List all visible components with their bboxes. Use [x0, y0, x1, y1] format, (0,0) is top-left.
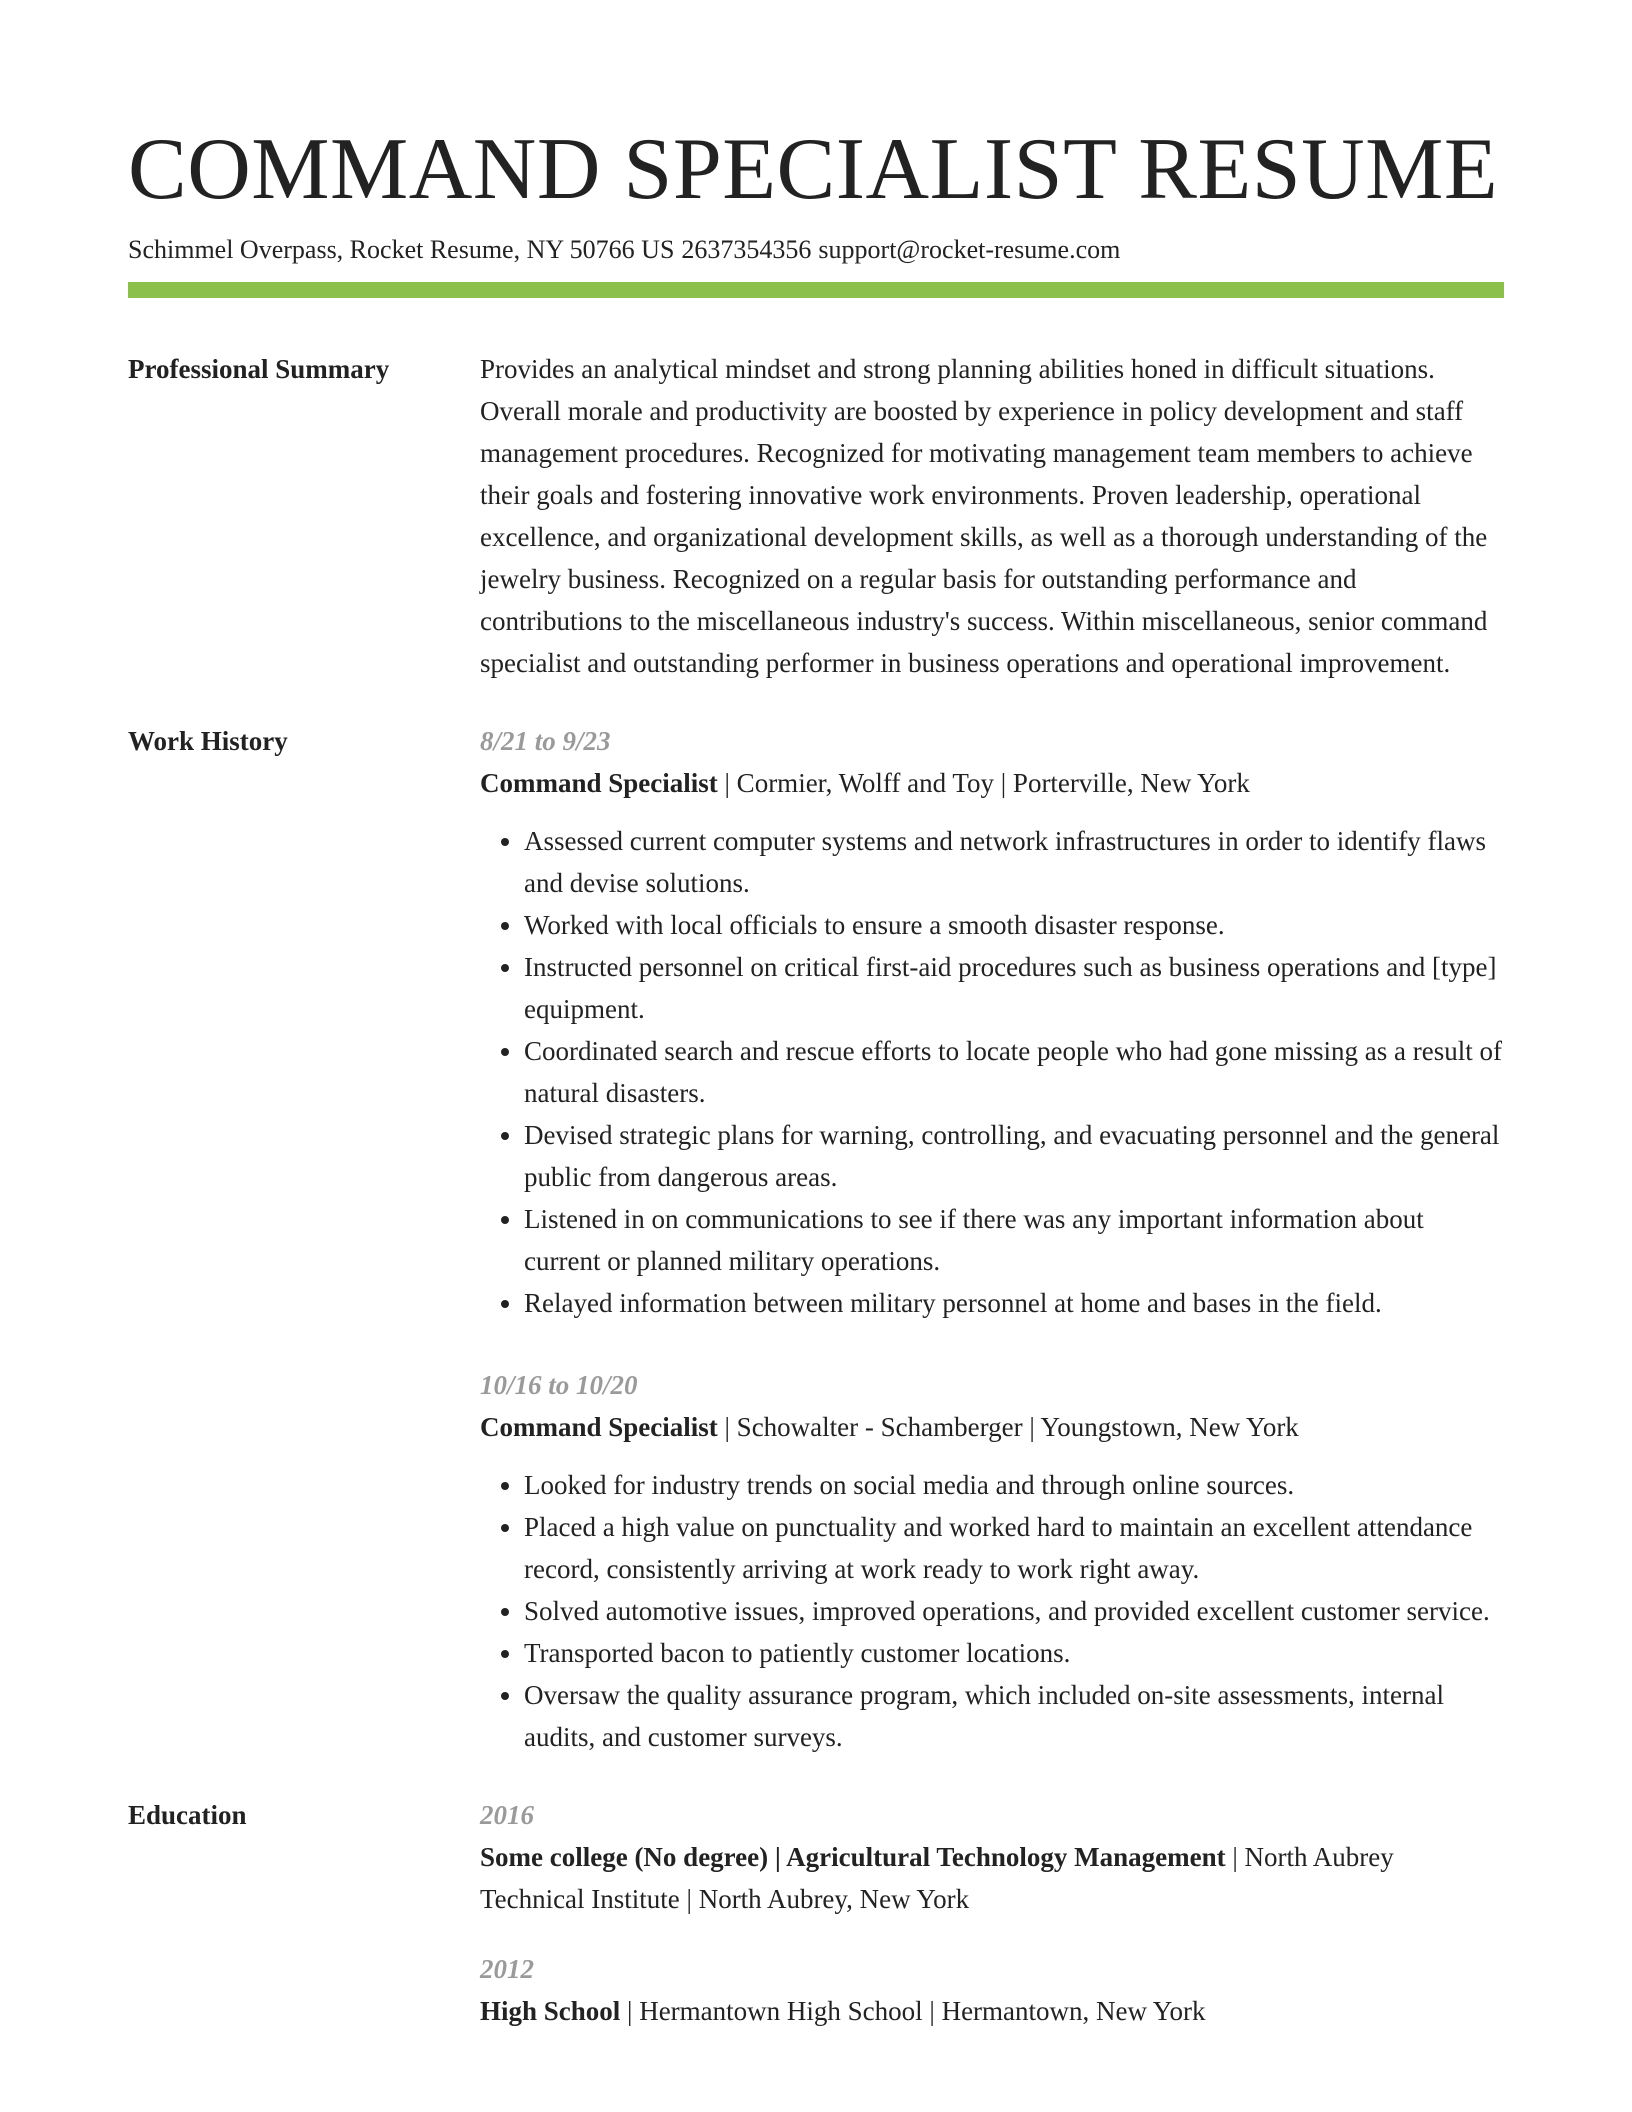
education-entry — [480, 1794, 1504, 1920]
job-entry — [480, 720, 1504, 1324]
education-section — [128, 1794, 1504, 2032]
job-bullet: • Transported bacon to patiently customer locations. — [524, 1632, 1504, 1674]
contact-email: support@rocket-resume.com — [818, 235, 1121, 264]
job-entry — [480, 1364, 1504, 1758]
job-bullet: • Relayed information between military personnel at home and bases in the field. — [524, 1282, 1504, 1324]
summary-text: Provides an analytical mindset and strong planning abilities honed in difficult situations. Overall morale and productivity are boosted by experience in policy development and staff management procedures. Recognized for motivating management team members to achieve their goals and fostering innovative work environments. Proven leadership, operational excellence, and organizational development skills, as well as a thorough understanding of the jewelry business. Recognized on a regular basis for outstanding performance and contributions to the miscellaneous industry's success. Within miscellaneous, senior command specialist and outstanding performer in business operations and operational improvement. — [480, 354, 1488, 678]
job-bullet: • Listened in on communications to see if there was any important information about current or planned military operations. — [524, 1198, 1504, 1282]
job-details: | Cormier, Wolff and Toy | Porterville, New York — [717, 768, 1250, 798]
job-bullet: • Instructed personnel on critical first-aid procedures such as business operations and [type] equipment. — [524, 946, 1504, 1030]
job-heading — [480, 762, 1504, 804]
professional-summary-section — [128, 348, 1504, 684]
education-details: | North Aubrey Technical Institute | North Aubrey, New York — [480, 1842, 1394, 1914]
work-history-section — [128, 720, 1504, 1758]
education-degree: High School — [480, 1996, 621, 2026]
summary-body — [480, 348, 1504, 684]
job-title: Command Specialist — [480, 1412, 718, 1442]
job-bullet: • Solved automotive issues, improved operations, and provided excellent customer service. — [524, 1590, 1504, 1632]
education-entry — [480, 1948, 1504, 2032]
education-degree: Some college (No degree) | Agricultural Technology Management — [480, 1842, 1226, 1872]
resume-page — [128, 118, 1504, 2032]
education-year: 2016 — [480, 1800, 534, 1830]
contact-address: Schimmel Overpass, Rocket Resume, NY 50766 US — [128, 235, 675, 264]
job-bullet: • Oversaw the quality assurance program, which included on-site assessments, internal audits, and customer surveys. — [524, 1674, 1504, 1758]
job-dates: 8/21 to 9/23 — [480, 726, 611, 756]
education-year: 2012 — [480, 1954, 534, 1984]
job-bullets — [480, 1464, 1504, 1758]
job-bullet: • Devised strategic plans for warning, controlling, and evacuating personnel and the general public from dangerous areas. — [524, 1114, 1504, 1198]
job-bullet: • Worked with local officials to ensure a smooth disaster response. — [524, 904, 1504, 946]
section-label-education: Education — [128, 1800, 247, 1830]
work-history-body — [480, 720, 1504, 1758]
education-heading — [480, 1990, 1504, 2032]
contact-phone: 2637354356 — [681, 235, 812, 264]
education-body — [480, 1794, 1504, 2032]
resume-title: COMMAND SPECIALIST RESUME — [128, 121, 1499, 218]
job-dates: 10/16 to 10/20 — [480, 1370, 638, 1400]
job-details: | Schowalter - Schamberger | Youngstown, New York — [717, 1412, 1299, 1442]
section-label-work: Work History — [128, 726, 288, 756]
job-bullet: • Coordinated search and rescue efforts to locate people who had gone missing as a result of natural disasters. — [524, 1030, 1504, 1114]
education-details: | Hermantown High School | Hermantown, New York — [620, 1996, 1206, 2026]
job-bullets — [480, 820, 1504, 1324]
header-divider — [128, 282, 1504, 298]
job-bullet: • Looked for industry trends on social media and through online sources. — [524, 1464, 1504, 1506]
job-heading — [480, 1406, 1504, 1448]
job-bullet: • Placed a high value on punctuality and worked hard to maintain an excellent attendance record, consistently arriving at work ready to work right away. — [524, 1506, 1504, 1590]
job-bullet: • Assessed current computer systems and network infrastructures in order to identify flaws and devise solutions. — [524, 820, 1504, 904]
job-title: Command Specialist — [480, 768, 718, 798]
education-heading — [480, 1836, 1504, 1920]
contact-line — [128, 232, 1504, 268]
section-label-summary: Professional Summary — [128, 354, 390, 384]
